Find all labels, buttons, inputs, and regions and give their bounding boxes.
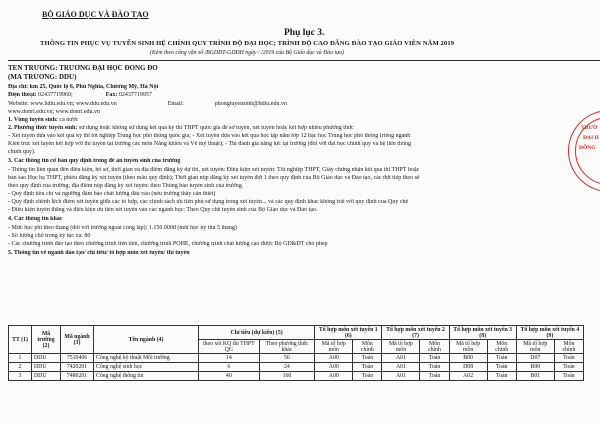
- col-tt: TT (1): [9, 326, 32, 354]
- fax-label: Fax:: [105, 92, 118, 98]
- section-line: [8, 225, 586, 232]
- cell-ten: Công nghệ sinh học: [94, 363, 199, 372]
- section-line: [8, 125, 586, 132]
- address-value: km 25, Quốc lộ 6, Phú Nghĩa, Chương Mỹ, Hà Nội: [29, 84, 159, 90]
- school-website: [8, 101, 586, 108]
- section-line: [8, 167, 586, 174]
- section-line: [8, 191, 586, 198]
- cell-m3: Toán: [487, 372, 516, 381]
- cell-m1: Toán: [353, 363, 382, 372]
- cell-t4: B00: [516, 363, 554, 372]
- cell-c2: 56: [259, 354, 315, 363]
- col-to-hop-1: Tổ hợp môn xét tuyển 1 (6): [315, 326, 382, 340]
- document-title: THÔNG TIN PHỤC VỤ TUYỂN SINH HỆ CHÍNH QUY TRÌNH ĐỘ ĐẠI HỌC; TRÌNH ĐỘ CAO ĐẲNG ĐÀO TẠO GIÁO VIÊN NĂM 2019: [40, 40, 455, 47]
- fax-value: 02437719957: [118, 92, 152, 98]
- school-address: [8, 84, 586, 91]
- section-line: [8, 141, 586, 148]
- cell-c2: 160: [259, 372, 315, 381]
- section-line: [8, 207, 586, 214]
- col-th4-subject: Môn chính: [554, 340, 583, 354]
- appendix-label: Phụ lục 3.: [284, 28, 325, 38]
- cell-t3: D08: [449, 363, 487, 372]
- cell-ten: Công nghệ thông tin: [94, 372, 199, 381]
- cell-c2: 24: [259, 363, 315, 372]
- section-text: - Mức học phí theo tháng (đối với trường ngoài công lập): 1.150.000đ (mỗi học kỳ thu 5 tháng): [8, 225, 237, 231]
- section-line: [8, 233, 586, 240]
- cell-m4: Toán: [554, 354, 583, 363]
- cell-ma: 7510406: [61, 354, 94, 363]
- col-th1-code: Mã tổ hợp môn: [315, 340, 353, 354]
- col-th1-subject: Môn chính: [353, 340, 382, 354]
- table-row: [9, 354, 584, 363]
- school-seal: TRƯỜ ĐẠI H ĐÔNG: [568, 110, 600, 192]
- cell-m4: Toán: [554, 372, 583, 381]
- cell-t2: A01: [382, 372, 420, 381]
- section-heading: 4. Các thông tin khác: [8, 216, 63, 222]
- table-row: [9, 372, 584, 381]
- col-to-hop-4: Tổ hợp môn xét tuyển 4 (9): [516, 326, 583, 340]
- cell-m2: Toán: [420, 372, 449, 381]
- cell-ten: Công nghệ kỹ thuật Môi trường: [94, 354, 199, 363]
- section-text: sử dụng hoặc không sử dụng kết quả kỳ thi THPT quốc gia để sơ tuyển, xét tuyển hoặc kết hợp nhiều phương thức: [78, 125, 354, 131]
- col-th2-subject: Môn chính: [420, 340, 449, 354]
- col-to-hop-2: Tổ hợp môn xét tuyển 2 (7): [382, 326, 449, 340]
- header-divider: [8, 60, 600, 61]
- cell-c1: 6: [199, 363, 260, 372]
- col-th3-code: Mã tổ hợp môn: [449, 340, 487, 354]
- cell-m2: Toán: [420, 354, 449, 363]
- cell-m3: Toán: [487, 354, 516, 363]
- table-row: [9, 363, 584, 372]
- cell-t1: A00: [315, 363, 353, 372]
- section-text: - Số lượng chỗ trong ký túc xá: 80: [8, 233, 91, 239]
- cell-truong: DDU: [32, 363, 61, 372]
- section-heading: 2. Phương thức tuyển sinh:: [8, 125, 78, 131]
- section-text: theo quy định của trường; địa điểm nộp đăng ký xét tuyển: theo Thông báo tuyển sinh của trường.: [8, 183, 244, 189]
- cell-m4: Toán: [554, 363, 583, 372]
- cell-ma: 7480201: [61, 372, 94, 381]
- cell-tt: 1: [9, 354, 32, 363]
- section-line: [8, 117, 586, 124]
- section-line: [8, 216, 586, 223]
- cell-t4: B01: [516, 372, 554, 381]
- cell-t1: A00: [315, 372, 353, 381]
- phone-value: 02437719960;: [38, 92, 73, 98]
- section-heading: 3. Các thông tin cơ bản quy định trong đề án tuyển sinh của trường: [8, 158, 181, 164]
- section-line: [8, 250, 586, 257]
- school-phone: [8, 92, 586, 99]
- section-heading: 5. Thông tin về ngành đào tạo/ chỉ tiêu/ tổ hợp môn xét tuyển/ thi tuyển: [8, 250, 190, 256]
- col-th3-subject: Môn chính: [487, 340, 516, 354]
- cell-c1: 40: [199, 372, 260, 381]
- email-label: Email:: [167, 101, 184, 107]
- cell-t1: A00: [315, 354, 353, 363]
- section-text: - Điều kiện tuyển thẳng và điều kiện ưu tiên xét tuyển vào các ngành học: Theo Quy chế tuyển sinh của Bộ Giáo dục và Đào tạo.: [8, 207, 318, 213]
- email-value: phongtuyensinh@hdiu.edu.vn: [214, 101, 287, 107]
- section-line: [8, 158, 586, 165]
- col-ma-truong: Mã trường (2): [32, 326, 61, 354]
- col-th4-code: Mã tổ hợp môn: [516, 340, 554, 354]
- website-value: www.hdiu.edu.vn; www.ddu.edu.vn: [30, 101, 117, 107]
- address-label: Địa chỉ:: [8, 84, 29, 90]
- school-social: www.donri.edu.vn; www.donri.edu.vn: [8, 109, 101, 115]
- col-ct-b: Theo phương thức khác: [259, 340, 315, 354]
- cell-m1: Toán: [353, 372, 382, 381]
- section-line: [8, 241, 586, 248]
- section-text: bản sao Học bạ THPT, phiếu đăng ký xét tuyển (theo mẫu quy định); Thời gian nộp đăng ký xét tuyển đợt 1 theo quy định của Bộ Giáo dục và Đào tạo, các đợt tiếp theo sẽ: [8, 175, 420, 181]
- cell-m1: Toán: [353, 354, 382, 363]
- section-text: cả nước: [59, 117, 79, 123]
- cell-t2: A01: [382, 363, 420, 372]
- section-text: - Thông tin liên quan đến điều kiện, hồ sơ, thời gian và địa điểm đăng ký dự thi, xét tuyển: Điều kiện xét tuyển: Tốt nghiệp THPT, Giấy chứng nhận kết quả thi THPT hoặc: [8, 167, 420, 173]
- cell-truong: DDU: [32, 354, 61, 363]
- col-ct-a: theo xét KQ thi THPT QG: [199, 340, 260, 354]
- cell-t4: D07: [516, 354, 554, 363]
- cell-tt: 3: [9, 372, 32, 381]
- cell-t3: A02: [449, 372, 487, 381]
- website-label: Website:: [8, 101, 29, 107]
- col-chi-tieu: Chỉ tiêu (dự kiến) (5): [199, 326, 315, 340]
- ministry-name: BỘ GIÁO DỤC VÀ ĐÀO TẠO: [42, 10, 149, 19]
- section-line: [8, 175, 586, 182]
- section-line: [8, 133, 586, 140]
- section-text: chính quy).: [8, 149, 36, 155]
- school-name: TÊN TRƯỜNG: TRƯỜNG ĐẠI HỌC ĐÔNG ĐÔ: [8, 65, 158, 72]
- cell-t3: B00: [449, 354, 487, 363]
- cell-tt: 2: [9, 363, 32, 372]
- document-subtitle: (Kèm theo công văn số /BGDĐT-GDĐH ngày / /2019 của Bộ Giáo dục và Đào tạo): [150, 50, 344, 56]
- col-ten-nganh: Tên ngành (4): [94, 326, 199, 354]
- cell-m2: Toán: [420, 363, 449, 372]
- school-code: (MÃ TRƯỜNG: DDU): [8, 74, 77, 81]
- section-text: - Quy định chênh lệch điểm xét tuyển giữa các tổ hợp, các chính sách ưu tiên phù sử dụng trong xét tuyển... và các quy định khác không trái với quy định của Quy chế: [8, 199, 409, 205]
- col-ma-nganh: Mã ngành (3): [61, 326, 94, 354]
- cell-ma: 7420201: [61, 363, 94, 372]
- section-text: - Quy định tiêu chí và ngưỡng đảm bảo chất lượng đầu vào (nếu trường thấy cần thiết): [8, 191, 216, 197]
- section-text: - Các chương trình đào tạo theo chương trình tiên tiến, chương trình POHE, chương trình chất lượng cao được Bộ GD&ĐT cho phép: [8, 241, 328, 247]
- phone-label: Điện thoại:: [8, 92, 37, 98]
- section-text: Kiến trúc xét tuyển kết hợp với thi tuyển tại trường các môn Năng khiếu và Vẽ mỹ thuật); - Thí đánh giá năng lực tại trường (đối với đại học chính quy và hệ liên thông: [8, 141, 411, 147]
- cell-truong: DDU: [32, 372, 61, 381]
- cell-t2: A01: [382, 354, 420, 363]
- col-to-hop-3: Tổ hợp môn xét tuyển 3 (8): [449, 326, 516, 340]
- col-th2-code: Mã tổ hợp môn: [382, 340, 420, 354]
- section-line: [8, 199, 586, 206]
- section-heading: 1. Vùng tuyển sinh:: [8, 117, 58, 123]
- section-line: [8, 183, 586, 190]
- section-line: [8, 149, 586, 156]
- cell-c1: 14: [199, 354, 260, 363]
- programs-table: [8, 325, 584, 381]
- section-text: - Xét tuyển dựa vào kết quả kỳ thi tốt nghiệp Trung học phổ thông quốc gia; - Xét tuyển dựa vào kết quả học tập năm lớp 12 bậc học Trung học phổ thông (riêng ngành: [8, 133, 411, 139]
- cell-m3: Toán: [487, 363, 516, 372]
